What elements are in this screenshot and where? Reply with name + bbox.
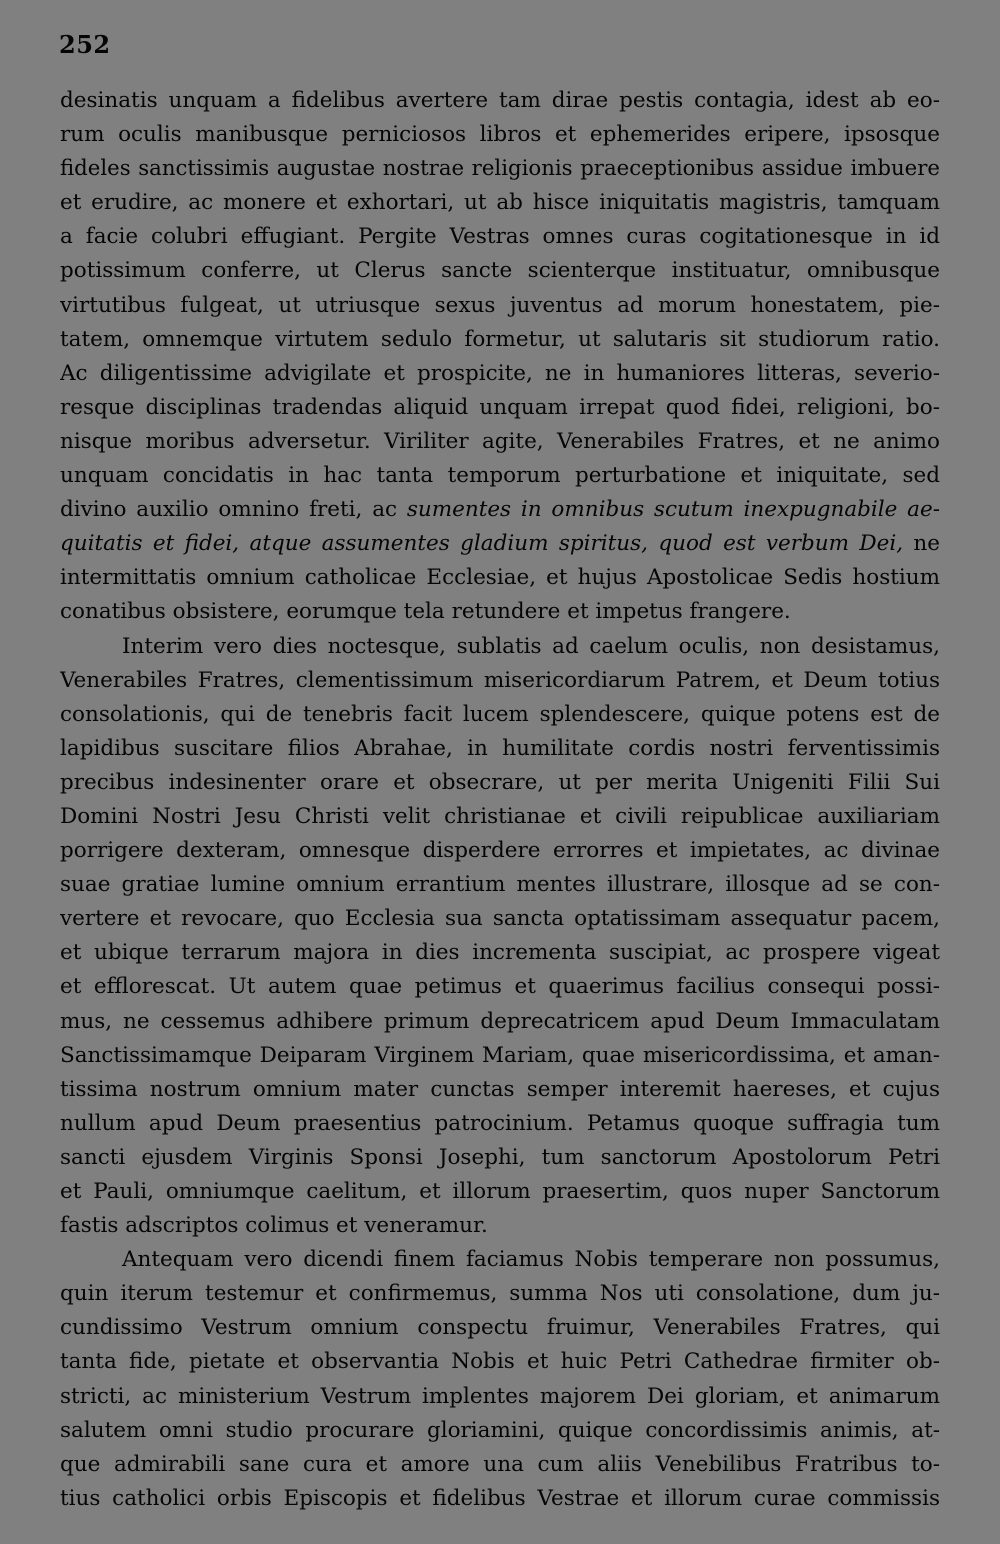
- text-line: tius catholici orbis Episcopis et fidelibus Vestrae et illorum curae commissis: [60, 1485, 940, 1511]
- text-line: [60, 527, 940, 561]
- italic-text: sumentes in omnibus scutum inexpugnabile ae-: [406, 497, 940, 523]
- text-line: tissima nostrum omnium mater cunctas semper interemit haereses, et cujus: [60, 1076, 940, 1102]
- text-line: unquam concidatis in hac tanta temporum perturbatione et iniquitate, sed: [60, 463, 940, 489]
- text-line: stricti, ac ministerium Vestrum implentes majorem Dei gloriam, et animarum: [60, 1383, 940, 1409]
- text-line: vertere et revocare, quo Ecclesia sua sancta optatissimam assequatur pacem,: [60, 906, 940, 932]
- text-line: nisque moribus adversetur. Viriliter agite, Venerabiles Fratres, et ne animo: [60, 428, 940, 454]
- text-line: porrigere dexteram, omnesque disperdere errorres et impietates, ac divinae: [60, 838, 940, 864]
- roman-text: divino auxilio omnino freti, ac: [60, 497, 407, 523]
- page-number: 252: [59, 30, 111, 59]
- text-line: consolationis, qui de tenebris facit lucem splendescere, quique potens est de: [60, 701, 940, 727]
- body-text: [60, 84, 940, 1516]
- text-line: suae gratiae lumine omnium errantium mentes illustrare, illosque ad se con-: [60, 872, 940, 898]
- text-line: tanta fide, pietate et observantia Nobis et huic Petri Cathedrae firmiter ob-: [60, 1349, 940, 1375]
- text-line: tatem, omnemque virtutem sedulo formetur, ut salutaris sit studiorum ratio.: [60, 326, 940, 352]
- text-line: desinatis unquam a fidelibus avertere tam dirae pestis contagia, idest ab eo-: [60, 88, 940, 113]
- text-line: sancti ejusdem Virginis Sponsi Josephi, tum sanctorum Apostolorum Petri: [60, 1144, 940, 1170]
- text-line: et Pauli, omniumque caelitum, et illorum praesertim, quos nuper Sanctorum: [60, 1179, 940, 1204]
- text-line: cundissimo Vestrum omnium conspectu fruimur, Venerabiles Fratres, qui: [60, 1315, 940, 1341]
- text-line: virtutibus fulgeat, ut utriusque sexus juventus ad morum honestatem, pie-: [60, 292, 940, 318]
- text-line: lapidibus suscitare filios Abrahae, in humilitate cordis nostri ferventissimis: [60, 735, 940, 761]
- text-line: mus, ne cessemus adhibere primum deprecatricem apud Deum Immaculatam: [60, 1008, 940, 1034]
- text-line: fastis adscriptos colimus et veneramur.: [60, 1213, 488, 1239]
- text-line: conatibus obsistere, eorumque tela retundere et impetus frangere.: [60, 599, 791, 625]
- roman-text: ne: [903, 531, 940, 557]
- text-line: potissimum conferre, ut Clerus sancte scienterque instituatur, omnibusque: [60, 258, 940, 284]
- text-line: et ubique terrarum majora in dies incrementa suscipiat, ac prospere vigeat: [60, 940, 940, 966]
- text-line: Antequam vero dicendi finem faciamus Nobis temperare non possumus,: [122, 1247, 940, 1273]
- text-line: Ac diligentissime advigilate et prospicite, ne in humaniores litteras, severio-: [60, 360, 940, 386]
- text-line: rum oculis manibusque perniciosos libros et ephemerides eripere, ipsosque: [60, 122, 940, 148]
- text-line: et erudire, ac monere et exhortari, ut ab hisce iniquitatis magistris, tamquam: [60, 190, 940, 216]
- text-line: intermittatis omnium catholicae Ecclesiae, et hujus Apostolicae Sedis hostium: [60, 565, 940, 591]
- text-line: quin iterum testemur et confirmemus, summa Nos uti consolatione, dum ju-: [60, 1281, 940, 1307]
- text-line: que admirabili sane cura et amore una cum aliis Venebilibus Fratribus to-: [60, 1451, 940, 1477]
- text-line: a facie colubri effugiant. Pergite Vestras omnes curas cogitationesque in id: [60, 224, 940, 250]
- text-line: nullum apud Deum praesentius patrocinium. Petamus quoque suffragia tum: [60, 1110, 940, 1136]
- text-line: fideles sanctissimis augustae nostrae religionis praeceptionibus assidue imbuere: [60, 156, 940, 182]
- text-line: [60, 493, 940, 527]
- text-line: precibus indesinenter orare et obsecrare, ut per merita Unigeniti Filii Sui: [60, 769, 940, 795]
- text-line: resque disciplinas tradendas aliquid unquam irrepat quod fidei, religioni, bo-: [60, 394, 940, 420]
- italic-text: quitatis et fidei, atque assumentes gladium spiritus, quod est verbum Dei,: [60, 531, 904, 557]
- text-line: Interim vero dies noctesque, sublatis ad caelum oculis, non desistamus,: [122, 633, 940, 659]
- text-line: Venerabiles Fratres, clementissimum misericordiarum Patrem, et Deum totius: [60, 667, 940, 693]
- text-line: Sanctissimamque Deiparam Virginem Mariam, quae misericordissima, et aman-: [60, 1042, 940, 1068]
- text-line: et efflorescat. Ut autem quae petimus et quaerimus facilius consequi possi-: [60, 974, 940, 1000]
- text-line: salutem omni studio procurare gloriamini, quique concordissimis animis, at-: [60, 1417, 940, 1443]
- text-line: Domini Nostri Jesu Christi velit christianae et civili reipublicae auxiliariam: [60, 803, 940, 829]
